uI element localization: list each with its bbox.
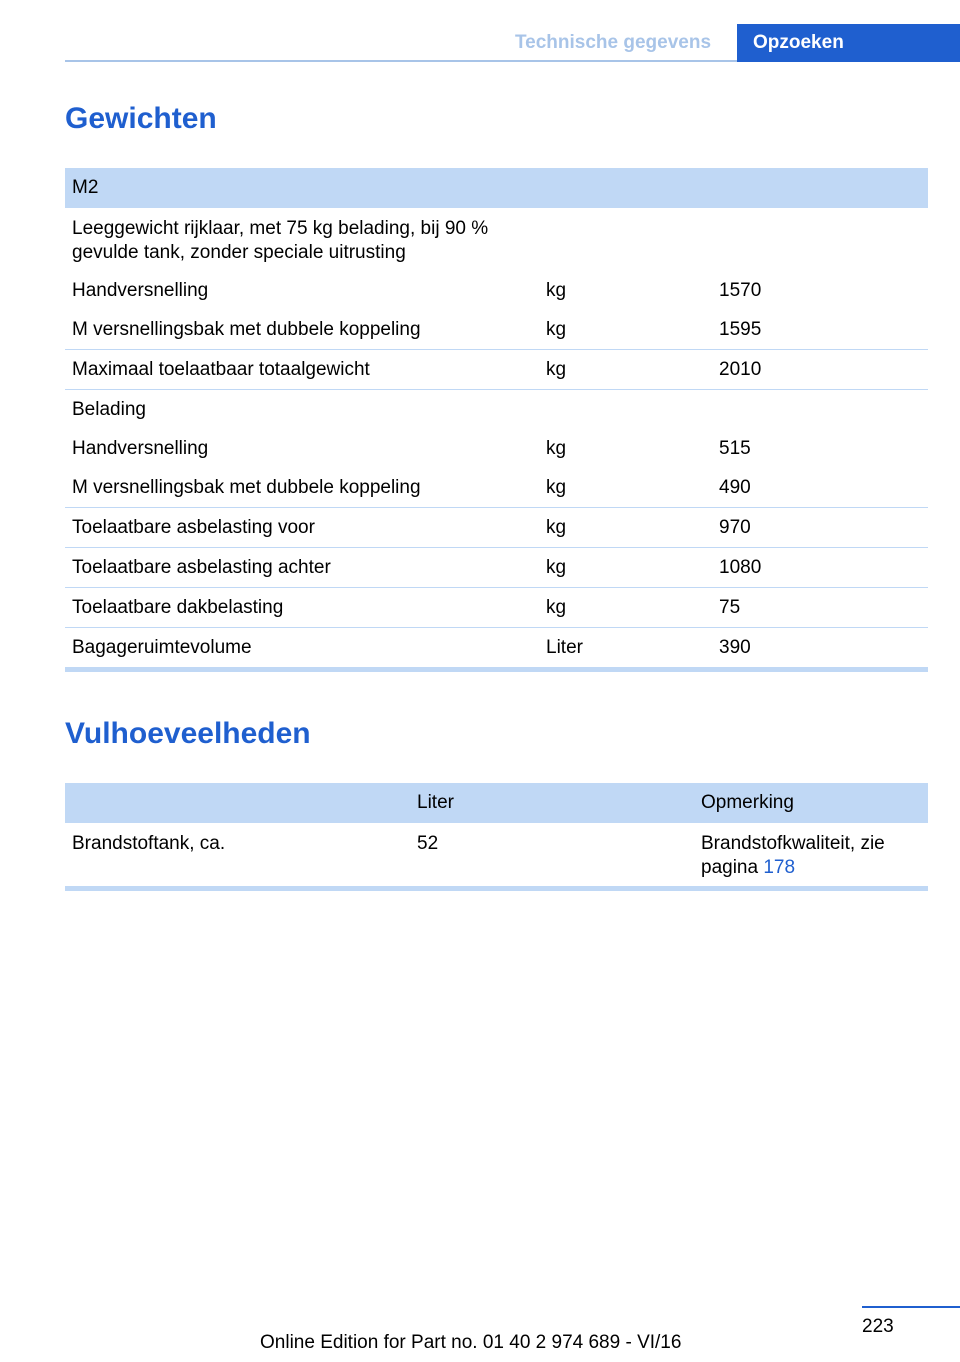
- table-row: [65, 588, 928, 628]
- table-row: [65, 350, 928, 390]
- load-label: Belading: [65, 390, 539, 430]
- row-value: 490: [719, 476, 751, 498]
- capacities-table-end-bar: [65, 886, 928, 891]
- row-unit: kg: [546, 318, 567, 340]
- row-label: Bagageruimtevolume: [65, 628, 539, 668]
- footer-edition: Online Edition for Part no. 01 40 2 974 689 - VI/16: [260, 1332, 682, 1353]
- row-value: 75: [712, 588, 928, 628]
- row-value: 1570: [719, 279, 762, 301]
- row-value: 1595: [719, 318, 762, 340]
- weights-table-header: [65, 168, 928, 208]
- row-unit: kg: [539, 548, 712, 588]
- capacities-title: Vulhoeveelheden: [65, 717, 311, 750]
- page-number-rule: [862, 1306, 960, 1308]
- section-tab-lookup[interactable]: Opzoeken: [737, 24, 960, 62]
- section-tab-technical-data[interactable]: Technische gegevens: [514, 32, 712, 53]
- page-number: 223: [862, 1316, 894, 1337]
- weights-table-end-bar: [65, 667, 928, 672]
- row-label: Toelaatbare asbelasting voor: [65, 508, 539, 548]
- row-remark: [694, 823, 928, 886]
- row-label: Brandstoftank, ca.: [72, 833, 226, 854]
- row-value: 970: [712, 508, 928, 548]
- table-row: [65, 628, 928, 668]
- page-link[interactable]: 178: [763, 857, 796, 878]
- row-value: 2010: [712, 350, 928, 390]
- row-label: M versnellingsbak met dubbele koppeling: [72, 318, 421, 340]
- row-unit: kg: [539, 588, 712, 628]
- model-label: M2: [65, 168, 928, 208]
- row-label: Toelaatbare dakbelasting: [65, 588, 539, 628]
- row-unit: kg: [539, 508, 712, 548]
- table-row: [65, 271, 928, 310]
- row-label: Handversnelling: [72, 279, 209, 301]
- table-row: [65, 390, 928, 430]
- table-row: [65, 508, 928, 548]
- row-label: Toelaatbare asbelasting achter: [65, 548, 539, 588]
- row-unit: kg: [546, 279, 567, 301]
- weights-table: [65, 168, 928, 667]
- row-unit: kg: [546, 476, 567, 498]
- row-unit: kg: [546, 437, 567, 459]
- empty-weight-label: Leeggewicht rijklaar, met 75 kg belading, bij 90 % gevulde tank, zonder speciale uitrusting: [72, 218, 489, 263]
- row-value: 390: [712, 628, 928, 668]
- table-row: [65, 208, 928, 271]
- col-liter: Liter: [410, 783, 694, 823]
- row-label: M versnellingsbak met dubbele koppeling: [72, 476, 421, 498]
- table-row: [65, 823, 928, 886]
- row-unit: kg: [539, 350, 712, 390]
- weights-title: Gewichten: [65, 102, 217, 135]
- row-unit: Liter: [539, 628, 712, 668]
- capacities-table-header: [65, 783, 928, 823]
- row-value: 515: [719, 437, 751, 459]
- row-label: Maximaal toelaatbaar totaalgewicht: [65, 350, 539, 390]
- table-row: [65, 548, 928, 588]
- table-row: [65, 468, 928, 508]
- table-row: [65, 310, 928, 350]
- row-label: Handversnelling: [72, 437, 209, 459]
- row-value: 52: [417, 833, 439, 854]
- table-row: [65, 429, 928, 468]
- remark-text: Brandstofkwaliteit, zie pagina: [701, 833, 885, 878]
- row-value: 1080: [712, 548, 928, 588]
- col-remark: Opmerking: [694, 783, 928, 823]
- capacities-table: [65, 783, 928, 886]
